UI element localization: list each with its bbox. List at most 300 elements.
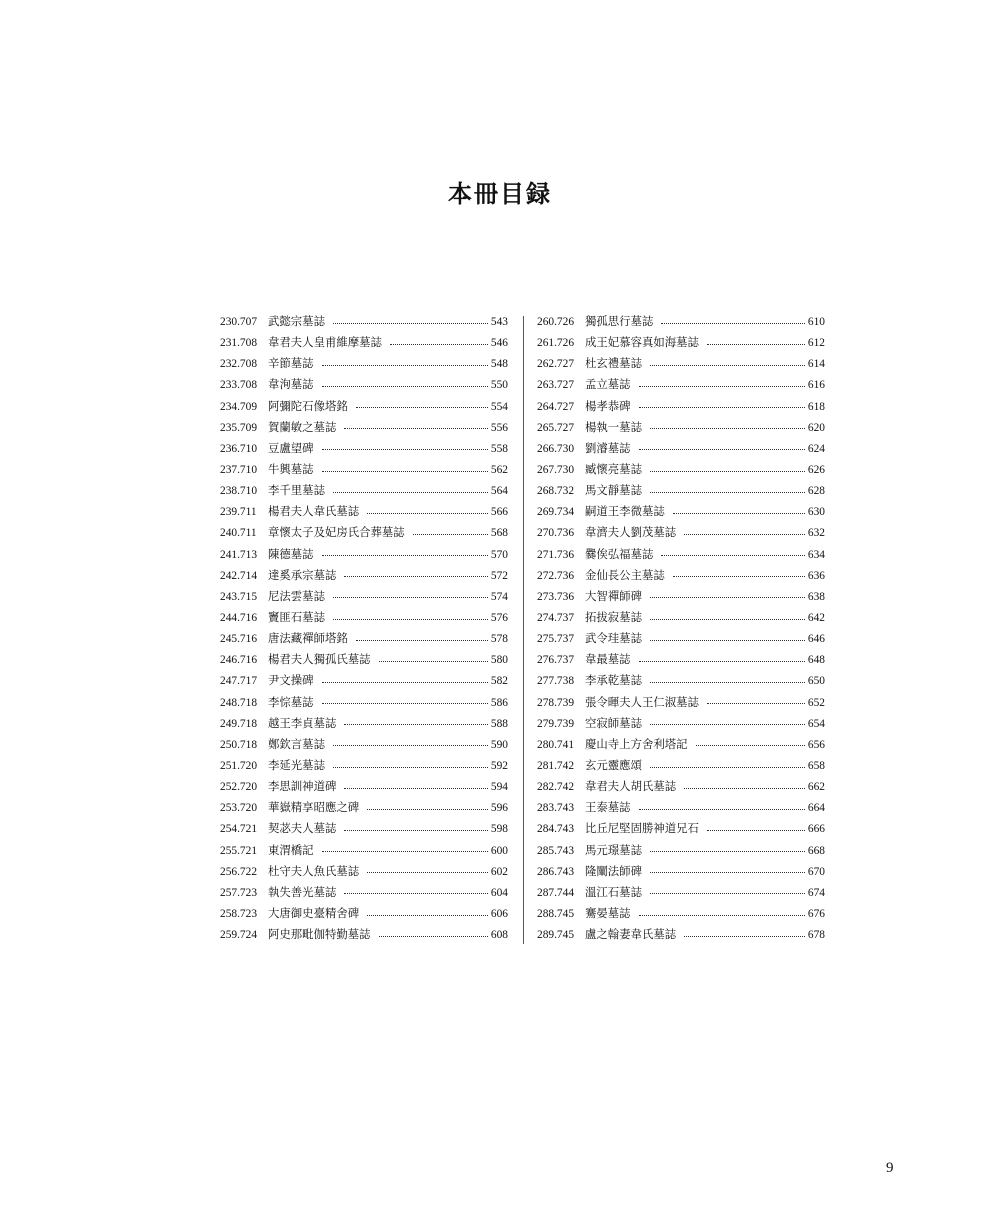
entry-page: 642 <box>807 611 825 624</box>
entry-title: 韋濟夫人劉茂墓誌 <box>585 525 677 540</box>
entry-number: 267.730 <box>537 463 575 476</box>
dot-leader <box>650 682 805 683</box>
dot-leader <box>661 555 805 556</box>
dot-leader <box>650 597 805 598</box>
entry-number: 238.710 <box>220 485 258 498</box>
entry-number: 289.745 <box>537 929 575 942</box>
toc-entry <box>220 480 508 501</box>
entry-title: 達奚承宗墓誌 <box>268 567 337 582</box>
entry-page: 670 <box>807 865 825 878</box>
toc-entry <box>220 840 508 861</box>
toc-entry <box>537 734 825 755</box>
entry-title: 越王李貞墓誌 <box>268 715 337 730</box>
entry-page: 600 <box>490 844 508 857</box>
dot-leader <box>684 788 805 789</box>
toc-entry <box>220 607 508 628</box>
toc-entry <box>537 903 825 924</box>
entry-page: 592 <box>490 759 508 772</box>
entry-title: 武懿宗墓誌 <box>268 314 325 328</box>
toc-entry <box>537 396 825 417</box>
entry-title: 慶山寺上方舍利塔記 <box>585 736 688 751</box>
entry-title: 武令珪墓誌 <box>585 631 642 646</box>
dot-leader <box>367 915 488 916</box>
toc-entry <box>220 797 508 818</box>
toc-entry <box>537 882 825 903</box>
entry-title: 爨俟弘福墓誌 <box>585 546 654 561</box>
entry-title: 李承乾墓誌 <box>585 673 642 688</box>
toc-entry <box>220 374 508 395</box>
entry-title: 孟立墓誌 <box>585 377 631 392</box>
toc-entry <box>220 818 508 839</box>
dot-leader <box>333 767 488 768</box>
entry-title: 辛節墓誌 <box>268 356 314 371</box>
entry-title: 契苾夫人墓誌 <box>268 821 337 836</box>
dot-leader <box>650 619 805 620</box>
entry-number: 265.727 <box>537 421 575 434</box>
entry-number: 276.737 <box>537 654 575 667</box>
toc-entry <box>537 480 825 501</box>
toc-entry <box>220 417 508 438</box>
dot-leader <box>333 323 488 324</box>
dot-leader <box>367 872 488 873</box>
entry-title: 鄭欽言墓誌 <box>268 736 325 751</box>
dot-leader <box>322 386 488 387</box>
entry-page: 666 <box>807 823 825 836</box>
entry-title: 比丘尼堅固勝神道兄石 <box>585 821 699 836</box>
entry-number: 259.724 <box>220 929 258 942</box>
entry-page: 612 <box>807 337 825 350</box>
toc-entry <box>537 417 825 438</box>
entry-page: 636 <box>807 569 825 582</box>
dot-leader <box>639 915 805 916</box>
entry-page: 554 <box>490 400 508 413</box>
entry-title: 王泰墓誌 <box>585 800 631 815</box>
dot-leader <box>673 576 805 577</box>
dot-leader <box>344 576 488 577</box>
dot-leader <box>333 745 488 746</box>
entry-number: 237.710 <box>220 463 258 476</box>
entry-number: 236.710 <box>220 442 258 455</box>
dot-leader <box>322 555 488 556</box>
dot-leader <box>344 788 488 789</box>
entry-number: 241.713 <box>220 548 258 561</box>
entry-page: 676 <box>807 907 825 920</box>
toc-entry <box>220 311 508 332</box>
dot-leader <box>650 492 805 493</box>
toc-entry <box>537 670 825 691</box>
toc-entry <box>220 924 508 945</box>
entry-number: 244.716 <box>220 611 258 624</box>
entry-page: 608 <box>490 929 508 942</box>
entry-title: 楊君夫人獨孤氏墓誌 <box>268 652 371 667</box>
dot-leader <box>322 449 488 450</box>
entry-number: 233.708 <box>220 379 258 392</box>
toc-entry <box>220 438 508 459</box>
entry-title: 豆盧望碑 <box>268 440 314 455</box>
entry-number: 275.737 <box>537 633 575 646</box>
entry-title: 玄元靈應頌 <box>585 757 642 772</box>
dot-leader <box>650 471 805 472</box>
entry-page: 546 <box>490 337 508 350</box>
entry-number: 284.743 <box>537 823 575 836</box>
dot-leader <box>413 534 488 535</box>
entry-title: 馬文靜墓誌 <box>585 483 642 498</box>
entry-number: 245.716 <box>220 633 258 646</box>
entry-title: 尼法雲墓誌 <box>268 588 325 603</box>
entry-number: 235.709 <box>220 421 258 434</box>
dot-leader <box>707 830 805 831</box>
entry-page: 568 <box>490 527 508 540</box>
entry-page: 652 <box>807 696 825 709</box>
toc-entry <box>537 861 825 882</box>
toc-entry <box>537 501 825 522</box>
entry-number: 230.707 <box>220 316 258 328</box>
dot-leader <box>639 386 805 387</box>
entry-page: 610 <box>807 316 825 328</box>
entry-number: 246.716 <box>220 654 258 667</box>
entry-page: 576 <box>490 611 508 624</box>
toc-entry <box>220 882 508 903</box>
entry-page: 620 <box>807 421 825 434</box>
dot-leader <box>650 640 805 641</box>
entry-title: 楊孝恭碑 <box>585 398 631 413</box>
dot-leader <box>367 809 488 810</box>
entry-page: 548 <box>490 358 508 371</box>
entry-title: 騫晏墓誌 <box>585 905 631 920</box>
entry-title: 溫江石墓誌 <box>585 884 642 899</box>
entry-page: 578 <box>490 633 508 646</box>
entry-title: 韋洵墓誌 <box>268 377 314 392</box>
entry-title: 獨孤思行墓誌 <box>585 314 654 328</box>
dot-leader <box>696 745 805 746</box>
entry-title: 大唐御史臺精舍碑 <box>268 905 360 920</box>
entry-number: 243.715 <box>220 590 258 603</box>
dot-leader <box>639 661 805 662</box>
dot-leader <box>322 682 488 683</box>
toc-entry <box>220 734 508 755</box>
entry-number: 280.741 <box>537 738 575 751</box>
dot-leader <box>344 893 488 894</box>
entry-page: 646 <box>807 633 825 646</box>
entry-number: 282.742 <box>537 781 575 794</box>
dot-leader <box>390 344 488 345</box>
entry-number: 272.736 <box>537 569 575 582</box>
toc-entry <box>220 501 508 522</box>
toc-entry <box>220 903 508 924</box>
entry-number: 279.739 <box>537 717 575 730</box>
entry-title: 拓拔寂墓誌 <box>585 609 642 624</box>
entry-page: 602 <box>490 865 508 878</box>
toc-entry <box>537 311 825 332</box>
toc-entry <box>537 924 825 945</box>
entry-page: 580 <box>490 654 508 667</box>
toc-entry <box>220 670 508 691</box>
dot-leader <box>356 407 488 408</box>
entry-title: 馬元璟墓誌 <box>585 842 642 857</box>
toc-entry <box>220 544 508 565</box>
toc-entry <box>220 586 508 607</box>
page-number: 9 <box>886 1160 894 1176</box>
dot-leader <box>333 619 488 620</box>
entry-number: 261.726 <box>537 337 575 350</box>
entry-title: 唐法藏禪師塔銘 <box>268 631 348 646</box>
page-title: 本冊目録 <box>448 179 552 208</box>
dot-leader <box>344 428 488 429</box>
dot-leader <box>650 851 805 852</box>
toc-entry <box>220 776 508 797</box>
entry-title: 劉濬墓誌 <box>585 440 631 455</box>
dot-leader <box>684 936 805 937</box>
entry-page: 570 <box>490 548 508 561</box>
dot-leader <box>344 830 488 831</box>
dot-leader <box>639 407 805 408</box>
toc-column-left <box>220 311 508 945</box>
entry-number: 286.743 <box>537 865 575 878</box>
entry-page: 556 <box>490 421 508 434</box>
entry-number: 252.720 <box>220 781 258 794</box>
entry-number: 285.743 <box>537 844 575 857</box>
entry-number: 270.736 <box>537 527 575 540</box>
toc-entry <box>220 332 508 353</box>
entry-title: 金仙長公主墓誌 <box>585 567 665 582</box>
entry-title: 臧懷亮墓誌 <box>585 461 642 476</box>
entry-number: 271.736 <box>537 548 575 561</box>
toc-entry <box>537 776 825 797</box>
toc-column-right <box>537 311 825 945</box>
entry-number: 239.711 <box>220 506 257 519</box>
entry-number: 240.711 <box>220 527 257 540</box>
toc-entry <box>537 713 825 734</box>
toc-entry <box>220 713 508 734</box>
entry-number: 250.718 <box>220 738 258 751</box>
dot-leader <box>650 365 805 366</box>
entry-title: 賀蘭敏之墓誌 <box>268 419 337 434</box>
entry-title: 章懷太子及妃房氏合葬墓誌 <box>268 525 405 540</box>
entry-page: 626 <box>807 463 825 476</box>
toc-entry <box>537 818 825 839</box>
entry-page: 624 <box>807 442 825 455</box>
dot-leader <box>367 513 488 514</box>
entry-title: 成王妃慕容真如海墓誌 <box>585 335 699 350</box>
entry-page: 648 <box>807 654 825 667</box>
toc-entry <box>537 374 825 395</box>
entry-number: 277.738 <box>537 675 575 688</box>
entry-title: 牛興墓誌 <box>268 461 314 476</box>
entry-number: 260.726 <box>537 316 575 328</box>
entry-page: 598 <box>490 823 508 836</box>
entry-title: 嗣道王李微墓誌 <box>585 504 665 519</box>
entry-page: 582 <box>490 675 508 688</box>
entry-page: 616 <box>807 379 825 392</box>
entry-number: 258.723 <box>220 907 258 920</box>
entry-page: 596 <box>490 802 508 815</box>
entry-title: 杜守夫人魚氏墓誌 <box>268 863 360 878</box>
entry-number: 242.714 <box>220 569 258 582</box>
entry-page: 594 <box>490 781 508 794</box>
entry-number: 281.742 <box>537 759 575 772</box>
entry-title: 竇匪石墓誌 <box>268 609 325 624</box>
dot-leader <box>661 323 805 324</box>
entry-title: 李思訓神道碑 <box>268 779 337 794</box>
toc-entry <box>220 396 508 417</box>
entry-title: 張令暉夫人王仁淑墓誌 <box>585 694 699 709</box>
toc-entry <box>220 692 508 713</box>
entry-title: 大智禪師碑 <box>585 588 642 603</box>
entry-page: 678 <box>807 929 825 942</box>
dot-leader <box>673 513 805 514</box>
entry-number: 248.718 <box>220 696 258 709</box>
toc-entry <box>220 649 508 670</box>
entry-number: 247.717 <box>220 675 258 688</box>
toc-entry <box>220 755 508 776</box>
toc-entry <box>537 544 825 565</box>
entry-page: 566 <box>490 506 508 519</box>
entry-page: 614 <box>807 358 825 371</box>
entry-title: 空寂師墓誌 <box>585 715 642 730</box>
entry-page: 543 <box>490 316 508 328</box>
entry-page: 630 <box>807 506 825 519</box>
toc-entry <box>537 459 825 480</box>
toc-entry <box>537 353 825 374</box>
toc-entry <box>220 861 508 882</box>
entry-page: 574 <box>490 590 508 603</box>
dot-leader <box>650 767 805 768</box>
entry-number: 249.718 <box>220 717 258 730</box>
toc-entry <box>220 353 508 374</box>
dot-leader <box>639 809 805 810</box>
dot-leader <box>322 851 488 852</box>
entry-page: 658 <box>807 759 825 772</box>
entry-number: 231.708 <box>220 337 258 350</box>
entry-page: 654 <box>807 717 825 730</box>
dot-leader <box>650 893 805 894</box>
toc-entry <box>537 522 825 543</box>
toc-entry <box>537 586 825 607</box>
entry-page: 634 <box>807 548 825 561</box>
dot-leader <box>650 724 805 725</box>
toc-entry <box>537 649 825 670</box>
entry-number: 253.720 <box>220 802 258 815</box>
entry-page: 674 <box>807 886 825 899</box>
entry-title: 楊君夫人韋氏墓誌 <box>268 504 360 519</box>
entry-number: 287.744 <box>537 886 575 899</box>
entry-title: 執失善光墓誌 <box>268 884 337 899</box>
entry-page: 604 <box>490 886 508 899</box>
entry-title: 陳德墓誌 <box>268 546 314 561</box>
toc-entry <box>220 459 508 480</box>
entry-title: 盧之翰妻韋氏墓誌 <box>585 927 677 942</box>
entry-page: 662 <box>807 781 825 794</box>
entry-number: 268.732 <box>537 485 575 498</box>
entry-number: 283.743 <box>537 802 575 815</box>
dot-leader <box>333 492 488 493</box>
entry-number: 234.709 <box>220 400 258 413</box>
entry-page: 618 <box>807 400 825 413</box>
entry-title: 阿彌陀石像塔銘 <box>268 398 348 413</box>
entry-number: 254.721 <box>220 823 258 836</box>
dot-leader <box>684 534 805 535</box>
entry-page: 586 <box>490 696 508 709</box>
entry-page: 562 <box>490 463 508 476</box>
dot-leader <box>356 640 488 641</box>
dot-leader <box>333 597 488 598</box>
entry-title: 李延光墓誌 <box>268 757 325 772</box>
entry-title: 華嶽精享昭應之碑 <box>268 800 360 815</box>
entry-page: 590 <box>490 738 508 751</box>
dot-leader <box>639 449 805 450</box>
toc-entry <box>537 607 825 628</box>
entry-number: 262.727 <box>537 358 575 371</box>
dot-leader <box>322 471 488 472</box>
entry-page: 606 <box>490 907 508 920</box>
entry-title: 韋最墓誌 <box>585 652 631 667</box>
entry-title: 李悰墓誌 <box>268 694 314 709</box>
entry-title: 阿史那毗伽特勤墓誌 <box>268 927 371 942</box>
entry-number: 274.737 <box>537 611 575 624</box>
entry-page: 632 <box>807 527 825 540</box>
toc-entry <box>537 840 825 861</box>
toc-entry <box>537 692 825 713</box>
entry-number: 264.727 <box>537 400 575 413</box>
entry-number: 256.722 <box>220 865 258 878</box>
entry-title: 韋君夫人皇甫維摩墓誌 <box>268 335 382 350</box>
entry-number: 251.720 <box>220 759 258 772</box>
entry-number: 255.721 <box>220 844 258 857</box>
dot-leader <box>322 703 488 704</box>
entry-page: 650 <box>807 675 825 688</box>
toc-entry <box>537 438 825 459</box>
dot-leader <box>379 936 488 937</box>
dot-leader <box>650 428 805 429</box>
entry-title: 韋君夫人胡氏墓誌 <box>585 779 677 794</box>
entry-page: 668 <box>807 844 825 857</box>
entry-page: 564 <box>490 485 508 498</box>
entry-page: 628 <box>807 485 825 498</box>
entry-title: 楊執一墓誌 <box>585 419 642 434</box>
entry-page: 550 <box>490 379 508 392</box>
entry-number: 266.730 <box>537 442 575 455</box>
entry-number: 263.727 <box>537 379 575 392</box>
dot-leader <box>707 344 805 345</box>
dot-leader <box>707 703 805 704</box>
dot-leader <box>322 365 488 366</box>
entry-page: 588 <box>490 717 508 730</box>
entry-title: 東渭橋記 <box>268 842 314 857</box>
entry-title: 尹文操碑 <box>268 673 314 688</box>
entry-title: 隆闡法師碑 <box>585 863 642 878</box>
entry-title: 杜玄禮墓誌 <box>585 356 642 371</box>
entry-number: 269.734 <box>537 506 575 519</box>
entry-number: 273.736 <box>537 590 575 603</box>
column-divider <box>523 316 524 944</box>
dot-leader <box>650 872 805 873</box>
toc-entry <box>537 797 825 818</box>
entry-page: 572 <box>490 569 508 582</box>
entry-number: 288.745 <box>537 907 575 920</box>
toc-entry <box>220 522 508 543</box>
entry-page: 656 <box>807 738 825 751</box>
dot-leader <box>344 724 488 725</box>
toc-entry <box>537 565 825 586</box>
toc-entry <box>537 755 825 776</box>
toc-entry <box>537 628 825 649</box>
entry-number: 232.708 <box>220 358 258 371</box>
entry-title: 李千里墓誌 <box>268 483 325 498</box>
dot-leader <box>379 661 488 662</box>
entry-number: 278.739 <box>537 696 575 709</box>
toc-entry <box>220 565 508 586</box>
entry-page: 638 <box>807 590 825 603</box>
